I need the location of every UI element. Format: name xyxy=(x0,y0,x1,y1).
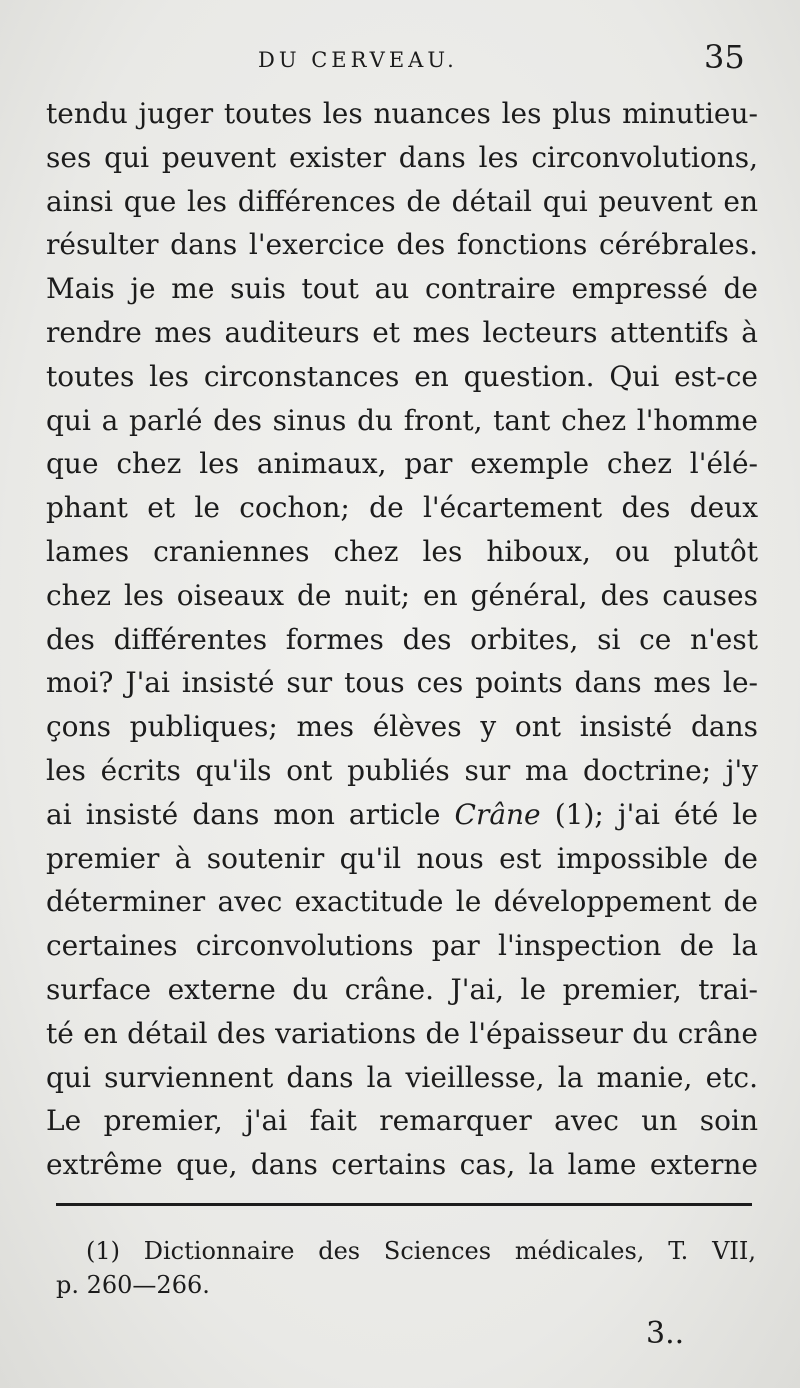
footnote xyxy=(56,1234,756,1302)
text-line: Le premier, j'ai fait remarquer avec un soin xyxy=(46,1104,758,1138)
text-line: lames craniennes chez les hiboux, ou plutôt xyxy=(46,534,758,568)
text-line: té en détail des variations de l'épaisseur du crâne xyxy=(46,1016,758,1050)
footnote-line: (1) Dictionnaire des Sciences médicales, T. VII, xyxy=(86,1237,756,1265)
footnote-line: p. 260—266. xyxy=(56,1271,210,1299)
text-line: toutes les circonstances en question. Qui est-ce xyxy=(46,359,758,393)
italic-term: Crâne xyxy=(454,797,541,831)
text-line: çons publiques; mes élèves y ont insisté dans xyxy=(46,710,758,744)
signature-mark: 3.. xyxy=(646,1316,685,1351)
text-line: ai insisté dans mon article Crâne (1); j'ai été le xyxy=(46,797,758,831)
text-line: résulter dans l'exercice des fonctions cérébrales. xyxy=(46,228,758,262)
text-line: phant et le cochon; de l'écartement des deux xyxy=(46,491,758,525)
text-line: ainsi que les différences de détail qui peuvent en xyxy=(46,184,758,218)
page-number: 35 xyxy=(704,38,745,76)
text-line: chez les oiseaux de nuit; en général, des causes xyxy=(46,578,758,612)
text-line: déterminer avec exactitude le développement de xyxy=(46,885,758,919)
text-line: premier à soutenir qu'il nous est impossible de xyxy=(46,841,758,875)
text-line: des différentes formes des orbites, si ce n'est xyxy=(46,622,758,656)
running-title: DU CERVEAU. xyxy=(258,48,458,72)
text-line: tendu juger toutes les nuances les plus minutieu- xyxy=(46,97,758,130)
text-line: rendre mes auditeurs et mes lecteurs attentifs à xyxy=(46,315,758,349)
text-line: les écrits qu'ils ont publiés sur ma doctrine; j'y xyxy=(46,753,758,787)
text-line: que chez les animaux, par exemple chez l'élé- xyxy=(46,447,758,481)
text-line: ses qui peuvent exister dans les circonvolutions, xyxy=(46,140,758,174)
running-head xyxy=(0,38,800,78)
text-line: extrême que, dans certains cas, la lame externe xyxy=(46,1148,758,1182)
text-line: qui surviennent dans la vieillesse, la manie, etc. xyxy=(46,1060,758,1094)
text-line: surface externe du crâne. J'ai, le premier, trai- xyxy=(46,972,758,1006)
text-line: certaines circonvolutions par l'inspection de la xyxy=(46,929,758,963)
text-line: moi? J'ai insisté sur tous ces points dans mes le- xyxy=(46,666,758,700)
footnote-rule xyxy=(56,1203,752,1206)
body-text xyxy=(46,92,758,1187)
text-line: qui a parlé des sinus du front, tant chez l'homme xyxy=(46,403,758,437)
text-line: Mais je me suis tout au contraire empressé de xyxy=(46,272,758,306)
